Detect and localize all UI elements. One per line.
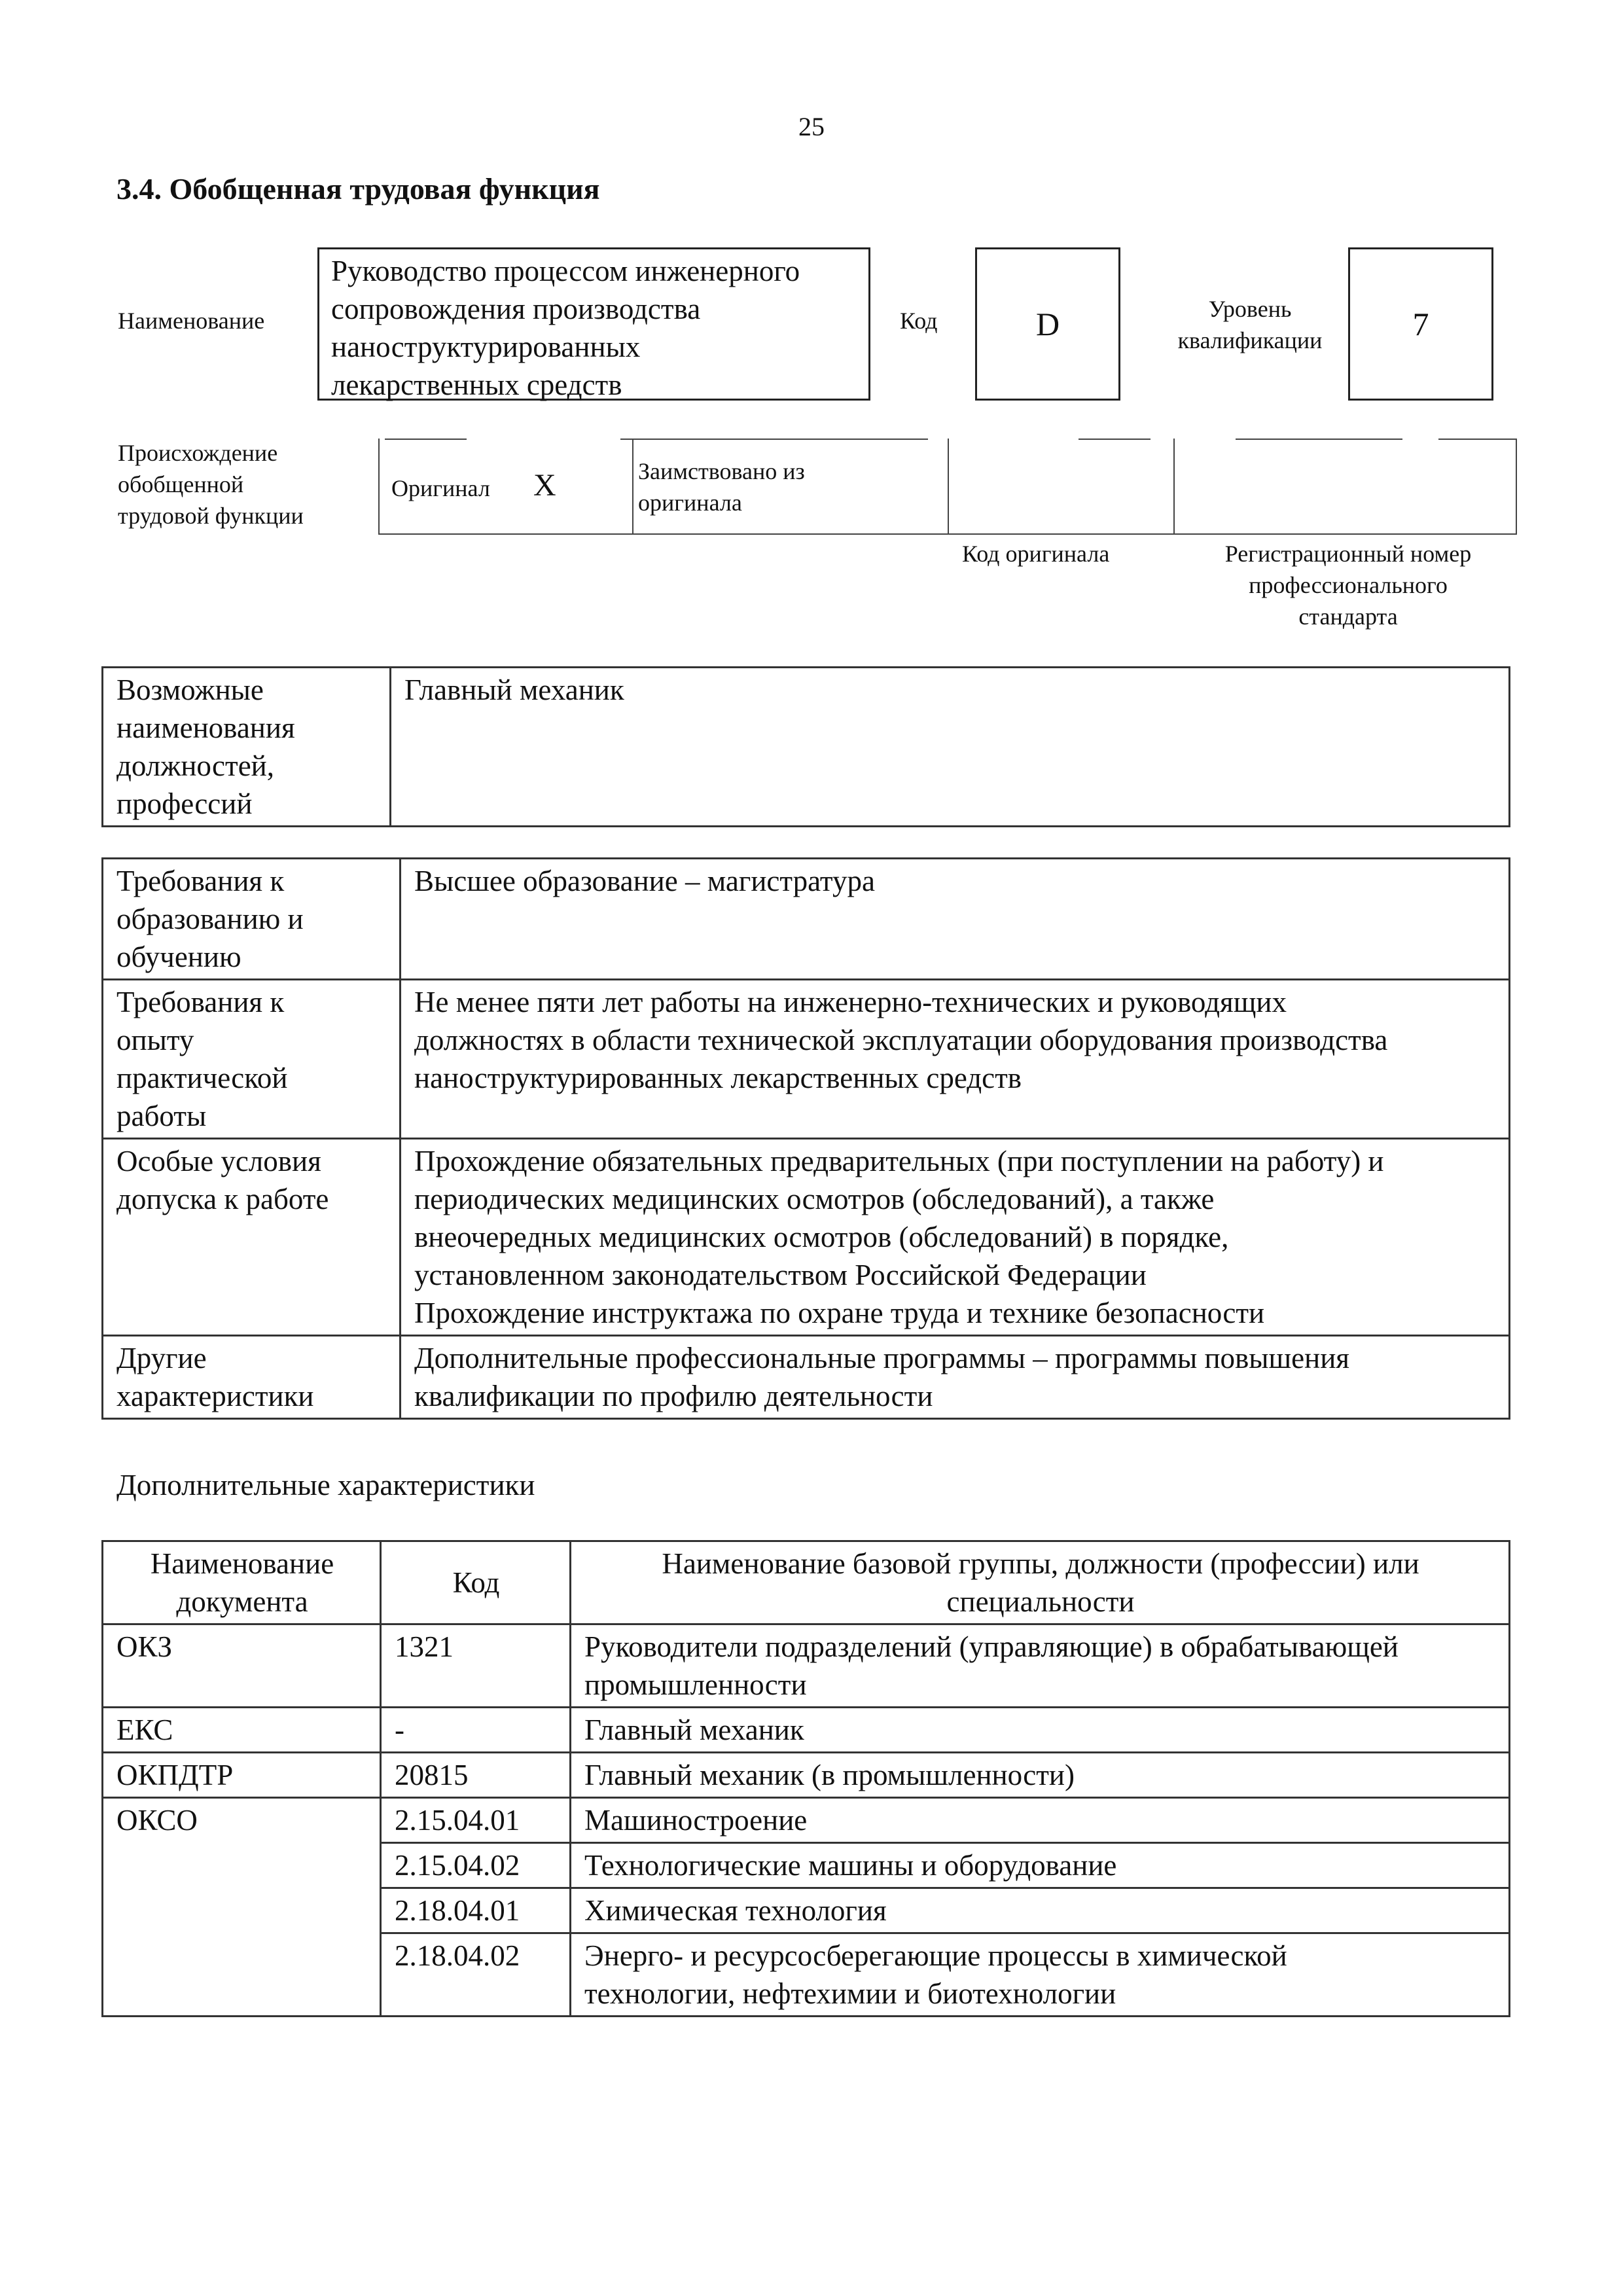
- additional-title: Дополнительные характеристики: [116, 1469, 535, 1501]
- requirement-label: [103, 1336, 401, 1419]
- function-name-line: Руководство процессом инженерного: [331, 255, 800, 287]
- label-line: практической: [116, 1062, 288, 1094]
- label-line: обучению: [116, 941, 241, 973]
- requirement-value: [401, 1336, 1510, 1419]
- borrowed-label: [638, 456, 805, 518]
- origin-label-line: Происхождение: [118, 440, 278, 466]
- requirement-value: [401, 859, 1510, 980]
- name-line: Энерго- и ресурсосберегающие процессы в химической: [584, 1939, 1287, 1972]
- value-line: наноструктурированных лекарственных средств: [414, 1062, 1022, 1094]
- name-line: технологии, нефтехимии и биотехнологии: [584, 1977, 1116, 2010]
- origin-top-rule: [1236, 439, 1402, 440]
- origin-code-label: Код оригинала: [962, 541, 1110, 567]
- value-line: должностях в области технической эксплуатации оборудования производства: [414, 1024, 1388, 1056]
- label-line: Возможные: [116, 673, 264, 706]
- requirement-value: [401, 1139, 1510, 1336]
- table-row: [103, 1708, 1510, 1753]
- header-line: специальности: [946, 1585, 1135, 1618]
- requirement-label: [103, 1139, 401, 1336]
- code-value-box: [975, 247, 1120, 401]
- cell-doc: ОКСО: [103, 1798, 381, 2017]
- page-number: 25: [798, 112, 825, 141]
- cell-code: -: [381, 1708, 571, 1753]
- label-line: характеристики: [116, 1380, 314, 1412]
- label-line: Особые условия: [116, 1145, 321, 1177]
- cell-doc: ОКПДТР: [103, 1753, 381, 1798]
- cell-name: Главный механик: [571, 1708, 1510, 1753]
- label-line: Другие: [116, 1342, 207, 1374]
- origin-divider: [378, 439, 380, 533]
- table-row: [103, 1798, 1510, 1843]
- name-label: Наименование: [118, 308, 265, 334]
- origin-label-line: трудовой функции: [118, 503, 304, 529]
- reg-number-label-line: Регистрационный номер: [1224, 541, 1472, 567]
- name-line: промышленности: [584, 1668, 807, 1701]
- value-line: Прохождение обязательных предварительных (при поступлении на работу) и: [414, 1145, 1384, 1177]
- origin-divider: [1516, 439, 1517, 533]
- cell-code: 2.15.04.01: [381, 1798, 571, 1843]
- cell-doc: ЕКС: [103, 1708, 381, 1753]
- value-line: Прохождение инструктажа по охране труда и технике безопасности: [414, 1297, 1265, 1329]
- table-row: [103, 859, 1510, 980]
- origin-label: [118, 437, 304, 531]
- function-name-line: сопровождения производства: [331, 293, 701, 325]
- additional-table: [101, 1540, 1510, 2017]
- value-line: периодических медицинских осмотров (обследований), а также: [414, 1183, 1215, 1215]
- original-mark: X: [533, 468, 556, 503]
- cell-name: [571, 1624, 1510, 1708]
- header-name: [571, 1541, 1510, 1624]
- function-name-line: наноструктурированных: [331, 331, 641, 363]
- origin-divider: [1173, 439, 1175, 533]
- cell-name: Главный механик (в промышленности): [571, 1753, 1510, 1798]
- name-line: Руководители подразделений (управляющие) в обрабатывающей: [584, 1630, 1399, 1663]
- label-line: профессий: [116, 787, 253, 820]
- level-value: 7: [1412, 306, 1429, 342]
- requirement-label: [103, 859, 401, 980]
- cell-code: 2.18.04.01: [381, 1888, 571, 1933]
- value-line: Высшее образование – магистратура: [414, 865, 875, 897]
- requirements-table: [101, 857, 1510, 1420]
- table-row: [103, 1624, 1510, 1708]
- cell-code: 1321: [381, 1624, 571, 1708]
- positions-table: [101, 666, 1510, 827]
- header-code: Код: [381, 1541, 571, 1624]
- table-header-row: [103, 1541, 1510, 1624]
- label-line: Требования к: [116, 986, 285, 1018]
- value-line: Не менее пяти лет работы на инженерно-технических и руководящих: [414, 986, 1287, 1018]
- cell-name: Химическая технология: [571, 1888, 1510, 1933]
- code-value: D: [1035, 306, 1060, 342]
- function-name-box: [317, 247, 870, 401]
- positions-label: [103, 668, 391, 827]
- borrowed-label-line: Заимствовано из: [638, 458, 805, 484]
- level-label-line: квалификации: [1177, 327, 1323, 353]
- origin-divider: [948, 439, 949, 533]
- original-label: Оригинал: [391, 475, 490, 501]
- requirement-value: [401, 980, 1510, 1139]
- table-row: [103, 1753, 1510, 1798]
- value-line: Дополнительные профессиональные программы – программы повышения: [414, 1342, 1349, 1374]
- label-line: образованию и: [116, 903, 304, 935]
- level-label: [1142, 293, 1358, 356]
- value-line: квалификации по профилю деятельности: [414, 1380, 933, 1412]
- label-line: допуска к работе: [116, 1183, 329, 1215]
- table-row: [103, 1336, 1510, 1419]
- header-line: документа: [176, 1585, 308, 1618]
- header-line: Наименование базовой группы, должности (профессии) или: [662, 1547, 1419, 1580]
- reg-number-label-line: профессионального: [1249, 572, 1448, 598]
- label-line: должностей,: [116, 749, 274, 782]
- cell-name: Технологические машины и оборудование: [571, 1843, 1510, 1888]
- value-line: установленном законодательством Российской Федерации: [414, 1259, 1147, 1291]
- cell-name: Машиностроение: [571, 1798, 1510, 1843]
- label-line: опыту: [116, 1024, 194, 1056]
- origin-label-line: обобщенной: [118, 471, 244, 497]
- reg-number-label: [1185, 538, 1512, 632]
- cell-name: [571, 1933, 1510, 2017]
- origin-divider: [632, 439, 633, 533]
- origin-top-rule: [385, 439, 467, 440]
- cell-code: 20815: [381, 1753, 571, 1798]
- cell-doc: ОКЗ: [103, 1624, 381, 1708]
- cell-code: 2.15.04.02: [381, 1843, 571, 1888]
- requirement-label: [103, 980, 401, 1139]
- origin-top-rule: [620, 439, 928, 440]
- code-label: Код: [900, 308, 938, 334]
- label-line: Требования к: [116, 865, 285, 897]
- table-row: [103, 668, 1510, 827]
- header-line: Наименование: [150, 1547, 334, 1580]
- table-row: [103, 980, 1510, 1139]
- label-line: работы: [116, 1100, 207, 1132]
- level-label-line: Уровень: [1208, 296, 1292, 322]
- borrowed-label-line: оригинала: [638, 490, 742, 516]
- table-row: [103, 1139, 1510, 1336]
- value-line: внеочередных медицинских осмотров (обследований) в порядке,: [414, 1221, 1229, 1253]
- origin-top-rule: [1079, 439, 1150, 440]
- function-name-line: лекарственных средств: [331, 368, 622, 401]
- origin-top-rule: [1438, 439, 1516, 440]
- cell-code: 2.18.04.02: [381, 1933, 571, 2017]
- section-title: 3.4. Обобщенная трудовая функция: [116, 172, 600, 206]
- header-doc: [103, 1541, 381, 1624]
- reg-number-label-line: стандарта: [1298, 603, 1398, 630]
- positions-value: Главный механик: [391, 668, 1510, 827]
- level-value-box: [1348, 247, 1493, 401]
- label-line: наименования: [116, 711, 295, 744]
